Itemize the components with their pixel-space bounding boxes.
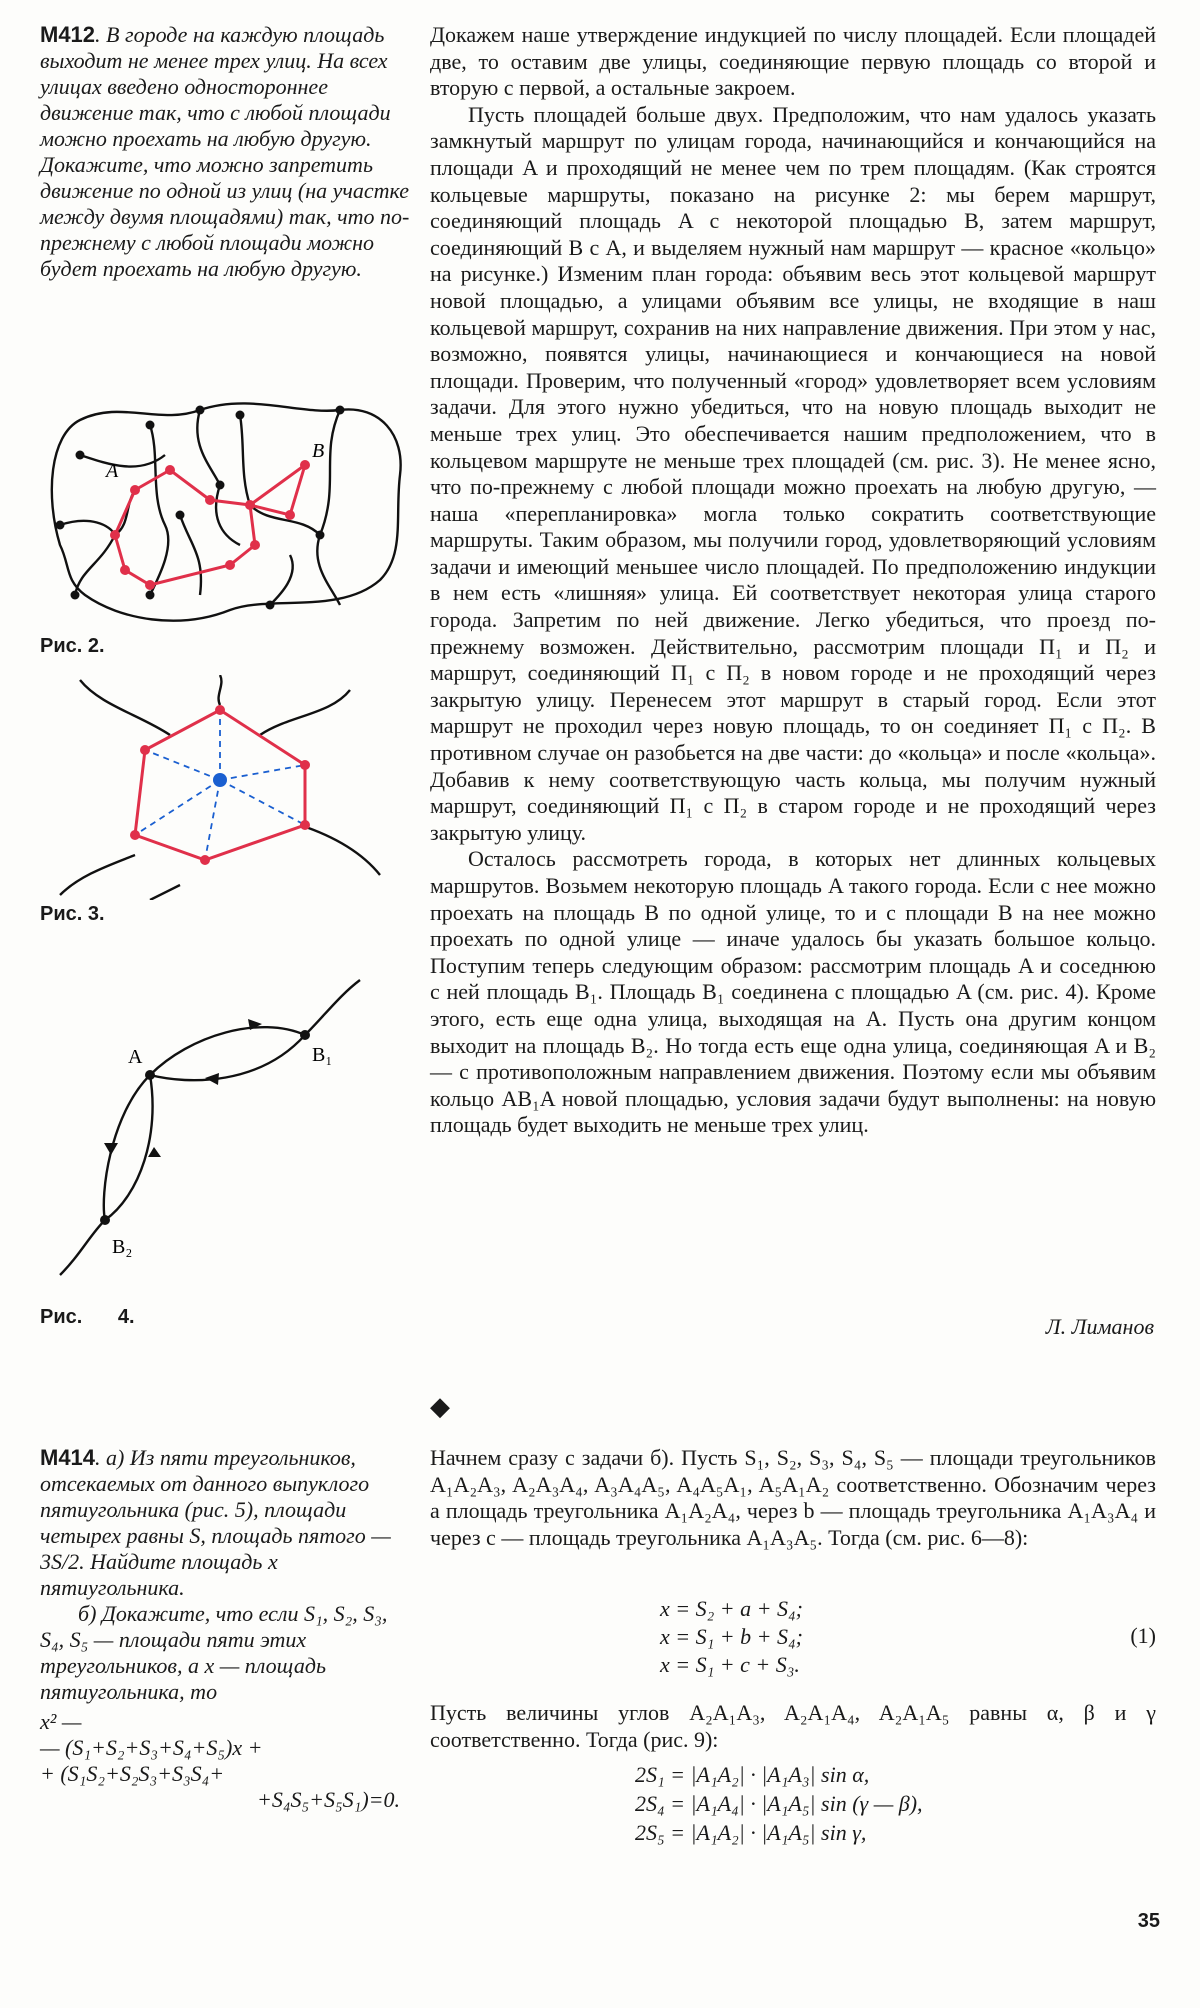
m412-number: М412: [40, 22, 96, 47]
m412-solution-p3: Осталось рассмотреть города, в которых нет длинных кольцевых маршрутов. Возьмем некоторую площадь A такого города. Если с нее можно проехать на площадь B по одной улице, то и с площади B на нее можно проехать по одной улице — иначе удалось бы указать большое кольцо. Поступим теперь следующим образом: рассмотрим площадь A и соседнюю с ней площадь B₁. Площадь B₁ соединена с площадью A (см. рис. 4). Кроме этого, есть еще одна улица, выходящая на A. Пусть она другим концом выходит на площадь B₂. Но тогда есть еще одна улица, соединяющая A и B₂ — с противоположным направлением движения. Поэтому если мы объявим кольцо AB₁A новой площадью, условия задачи будут выполнены: на новую площадь будет выходить не меньше трех улиц.: [430, 846, 1156, 1138]
m412-statement: [40, 22, 410, 282]
m414-formula-line2: — (S₁+S₂+S₃+S₄+S₅)x +: [40, 1735, 263, 1760]
m414-statement-b: б) Докажите, что если S₁, S₂, S₃, S₄, S₅ — площади пяти этих треугольников, а x — площадь пятиугольника, то: [40, 1601, 388, 1704]
m414-equation-system: [660, 1595, 1156, 1679]
m414-solution-p2: Пусть величины углов A₂A₁A₃, A₂A₁A₄, A₂A₁A₅ равны α, β и γ соответственно. Тогда (рис. 9):: [430, 1700, 1156, 1752]
fig2-label-b: B: [312, 440, 325, 462]
equation-3: x = S₁ + c + S₃.: [660, 1652, 800, 1677]
fig2-caption: Рис. 2.: [40, 635, 105, 657]
m414-formula-line4: +S₄S₅+S₅S₁)=0.: [257, 1787, 400, 1812]
m414-solution: [430, 1445, 1156, 1551]
fig3-caption: Рис. 3.: [40, 903, 105, 925]
equation-2: x = S₁ + b + S₄;: [660, 1624, 803, 1649]
page-number: 35: [1137, 1910, 1160, 1932]
fig4-label-b1: B₁: [312, 1044, 333, 1066]
m414-area-equations: [635, 1760, 1135, 1847]
fig4-label-b2: B₂: [112, 1236, 133, 1258]
author-signature: Л. Лиманов: [1045, 1314, 1154, 1339]
equation-5: 2S₄ = |A₁A₄| · |A₁A₅| sin (γ — β),: [635, 1791, 923, 1816]
m412-solution: [430, 22, 1156, 1139]
m414-statement-a: . а) Из пяти треугольников, отсекаемых от данного выпуклого пятиугольника (рис. 5), площади четырех равны S, площадь пятого — 3S/2. Найдите площадь x пятиугольника.: [40, 1445, 391, 1600]
fig2-label-a: A: [106, 460, 119, 482]
fig4-caption: Рис. 4.: [40, 1306, 135, 1328]
m414-solution-p1: Начнем сразу с задачи б). Пусть S₁, S₂, S₃, S₄, S₅ — площади треугольников A₁A₂A₃, A₂A₃A₄, A₃A₄A₅, A₄A₅A₁, A₅A₁A₂ соответственно. Обозначим через a площадь треугольника A₁A₂A₄, через b — площадь треугольника A₁A₃A₄ и через c — площадь треугольника A₁A₃A₅. Тогда (см. рис. 6—8):: [430, 1445, 1156, 1550]
equation-6: 2S₅ = |A₁A₂| · |A₁A₅| sin γ,: [635, 1820, 867, 1845]
equation-4: 2S₁ = |A₁A₂| · |A₁A₃| sin α,: [635, 1762, 870, 1787]
m414-formula-line1: x² —: [40, 1709, 82, 1734]
m412-statement-text: . В городе на каждую площадь выходит не менее трех улиц. На всех улицах введено одностороннее движение так, что с любой площади можно проехать на любую другую. Докажите, что можно запретить движение по одной из улиц (на участке между двумя площадями) так, что по-прежнему с любой площади можно будет проехать на любую другую.: [40, 22, 410, 281]
m412-solution-p1: Докажем наше утверждение индукцией по числу площадей. Если площадей две, то оставим две улицы, соединяющие первую площадь со второй и вторую с первой, а остальные закроем.: [430, 22, 1156, 101]
separator-diamond: ◆: [430, 1392, 450, 1422]
figure-4: [40, 975, 410, 1285]
m414-formula: [40, 1709, 400, 1813]
figure-3: [40, 675, 410, 900]
figure-2: [40, 395, 410, 635]
m414-formula-line3: + (S₁S₂+S₂S₃+S₃S₄+: [40, 1761, 225, 1786]
m412-solution-p2: Пусть площадей больше двух. Предположим, что нам удалось указать замкнутый маршрут по улицам города, начинающийся и кончающийся на площади A и проходящий не менее чем по трем площадям. (Как строятся кольцевые маршруты, показано на рисунке 2: мы берем маршрут, соединяющий площадь A с некоторой площадью B, затем маршрут, соединяющий B с A, и выделяем нужный нам маршрут — красное «кольцо» на рисунке.) Изменим план города: объявим весь этот кольцевой маршрут новой площадью, а улицами объявим все улицы, не входящие в наш кольцевой маршрут, сохранив на них направление движения. При этом у нас, возможно, появятся улицы, начинающиеся и кончающиеся на новой площади. Проверим, что полученный «город» удовлетворяет всем условиям задачи. Для этого нужно убедиться, что на новую площадь выходит не меньше трех улиц. Это обеспечивается нашим предположением, что в кольцевом маршруте не меньше трех площадей (см. рис. 3). Не менее ясно, что по-прежнему с любой площади можно проехать на любую другую, — наша «перепланировка» могла только сократить соответствующие маршруты. Таким образом, мы получили город, удовлетворяющий условиям задачи и имеющий меньшее число площадей. По предположению индукции в нем есть «лишняя» улица. Ей соответствует некоторая улица старого города. Запретим по ней движение. Легко убедиться, что проезд по-прежнему возможен. Действительно, рассмотрим площади П₁ и П₂ и маршрут, соединяющий П₁ с П₂ в новом городе и не проходящий через закрытую улицу. Перенесем этот маршрут в старый город. Если этот маршрут не проходил через новую площадь, то он соединяет П₁ с П₂. В противном случае он разобьется на две части: до «кольца» и после «кольца». Добавив к нему соответствующую часть кольца, мы получим нужный маршрут, соединяющий П₁ с П₂ в старом городе и не проходящий через закрытую улицу.: [430, 101, 1156, 845]
fig4-label-a: A: [128, 1046, 143, 1068]
m414-number: М414: [40, 1445, 96, 1470]
m414-solution-p2-wrap: [430, 1700, 1156, 1753]
equation-1: x = S₂ + a + S₄;: [660, 1596, 803, 1621]
equation-number: (1): [1130, 1623, 1156, 1648]
m414-statement: [40, 1445, 400, 1813]
